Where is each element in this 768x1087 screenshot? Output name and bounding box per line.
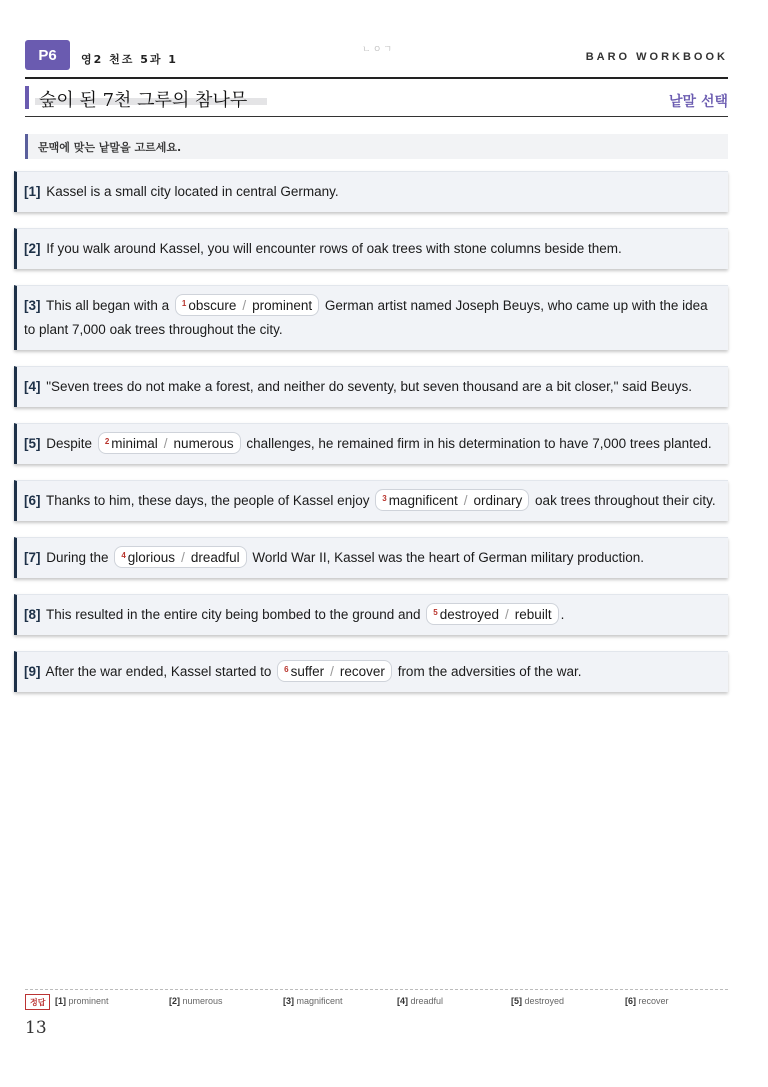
choice-number: 1 (181, 299, 187, 308)
question-item (14, 423, 728, 464)
answer-number: [4] (397, 996, 408, 1006)
question-item (14, 594, 728, 635)
question-item (14, 171, 728, 212)
answer-key (25, 989, 728, 1012)
choice-number: 5 (433, 608, 438, 617)
question-text: During the (46, 550, 109, 565)
question-number: [5] (24, 436, 41, 451)
page-header (25, 40, 728, 79)
answer-number: [6] (625, 996, 636, 1006)
answer-word: prominent (68, 996, 109, 1006)
choice-number: 3 (382, 494, 387, 503)
question-number: [1] (24, 184, 41, 199)
choice-option-2[interactable]: dreadful (190, 550, 240, 565)
word-choice[interactable] (375, 489, 529, 511)
question-list (14, 171, 728, 708)
question-item (14, 651, 728, 692)
exercise-type-label: 낱말 선택 (669, 94, 728, 110)
answer-word: destroyed (524, 996, 565, 1006)
word-choice[interactable] (114, 546, 246, 568)
choice-number: 6 (284, 665, 289, 674)
question-number: [2] (24, 241, 41, 256)
choice-separator: / (463, 493, 468, 508)
question-text: Despite (46, 436, 93, 451)
choice-option-2[interactable]: ordinary (473, 493, 523, 508)
choice-option-2[interactable]: rebuilt (514, 607, 552, 622)
question-text-after: challenges, he remained firm in his determination to have 7,000 trees planted. (246, 436, 712, 451)
choice-option-1[interactable]: suffer (290, 664, 325, 679)
question-number: [6] (24, 493, 41, 508)
choice-number: 4 (121, 551, 126, 560)
word-choice[interactable] (277, 660, 392, 682)
question-text-after: oak trees throughout their city. (535, 493, 716, 508)
question-item (14, 228, 728, 269)
choice-separator: / (330, 664, 334, 679)
answer-number: [5] (511, 996, 522, 1006)
choice-option-1[interactable]: glorious (127, 550, 176, 565)
choice-separator: / (163, 436, 168, 451)
question-text: This resulted in the entire city being bombed to the ground and (46, 607, 421, 622)
word-choice[interactable] (426, 603, 558, 625)
question-text: Thanks to him, these days, the people of Kassel enjoy (46, 493, 370, 508)
answer-word: recover (638, 996, 669, 1006)
word-choice[interactable] (175, 294, 319, 316)
question-item (14, 480, 728, 521)
answer-entry (511, 996, 564, 1006)
choice-option-1[interactable]: magnificent (388, 493, 458, 508)
level-badge: P6 (25, 40, 70, 70)
answer-tag: 정답 (25, 994, 50, 1010)
answer-word: dreadful (410, 996, 444, 1006)
faint-stamp: ㄴㅇㄱ (362, 45, 395, 55)
brand-label: BARO WORKBOOK (585, 51, 728, 63)
question-number: [8] (24, 607, 41, 622)
answer-word: numerous (182, 996, 223, 1006)
question-text-after: German artist named Joseph Beuys, who came up with the idea to plant 7,000 oak trees throughout the city. (24, 298, 708, 337)
question-item (14, 366, 728, 407)
question-text: After the war ended, Kassel started to (45, 664, 272, 679)
question-text: This all began with a (46, 298, 170, 313)
question-text: If you walk around Kassel, you will encounter rows of oak trees with stone columns beside them. (46, 241, 622, 256)
page-title: 숲이 된 7천 그루의 참나무 (39, 90, 248, 111)
answer-entry (283, 996, 343, 1006)
question-number: [9] (24, 664, 41, 679)
question-text-after: from the adversities of the war. (397, 664, 582, 679)
answer-entry (169, 996, 223, 1006)
lesson-label: 영2 천조 5과 1 (81, 53, 178, 66)
question-text: Kassel is a small city located in central Germany. (46, 184, 339, 199)
answer-entry (55, 996, 109, 1006)
question-text: "Seven trees do not make a forest, and neither do seventy, but seven thousand are a bit closer," said Beuys. (46, 379, 692, 394)
choice-option-2[interactable]: prominent (252, 298, 313, 313)
title-accent-bar (25, 86, 29, 109)
choice-separator: / (181, 550, 185, 565)
question-text-after: . (560, 607, 565, 622)
choice-option-1[interactable]: minimal (111, 436, 158, 451)
answer-entry (397, 996, 443, 1006)
choice-option-2[interactable]: numerous (173, 436, 234, 451)
choice-number: 2 (104, 437, 110, 446)
answer-word: magnificent (296, 996, 343, 1006)
word-choice[interactable] (98, 432, 241, 454)
page-number: 13 (25, 1018, 47, 1038)
question-item (14, 285, 728, 350)
question-number: [4] (24, 379, 41, 394)
question-number: [3] (24, 298, 41, 313)
answer-number: [2] (169, 996, 180, 1006)
choice-separator: / (505, 607, 509, 622)
answer-number: [3] (283, 996, 294, 1006)
instruction-box: 문맥에 맞는 낱말을 고르세요. (25, 134, 728, 159)
choice-option-1[interactable]: destroyed (439, 607, 500, 622)
answer-number: [1] (55, 996, 66, 1006)
choice-option-2[interactable]: recover (339, 664, 385, 679)
choice-separator: / (242, 298, 247, 313)
title-row (25, 84, 728, 117)
question-number: [7] (24, 550, 41, 565)
question-text-after: World War II, Kassel was the heart of German military production. (252, 550, 645, 565)
question-item (14, 537, 728, 578)
choice-option-1[interactable]: obscure (188, 298, 237, 313)
answer-entry (625, 996, 669, 1006)
